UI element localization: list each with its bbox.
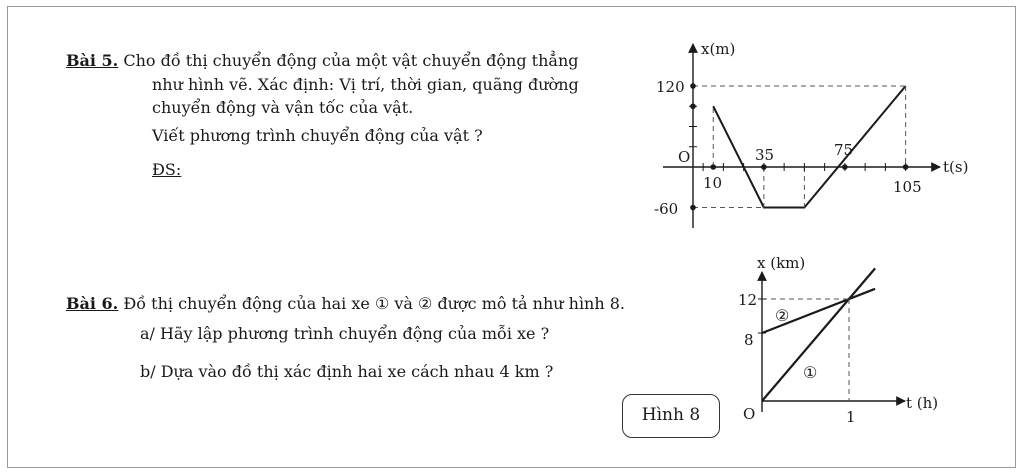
bai5-line4: Viết phương trình chuyển động của vật ? bbox=[152, 126, 483, 145]
chart1-xtick-75: 75 bbox=[834, 141, 854, 159]
bai6-part-b: b/ Dựa vào đồ thị xác định hai xe cách nhau 4 km ? bbox=[140, 362, 554, 381]
chart1-y-label: x(m) bbox=[701, 40, 736, 58]
bai6-label: Bài 6. bbox=[66, 294, 119, 313]
chart1-xtick-10: 10 bbox=[703, 174, 723, 192]
chart2-series-line-1 bbox=[762, 268, 875, 401]
bai6-text1: Đồ thị chuyển động của hai xe ① và ② được mô tả như hình 8. bbox=[123, 294, 626, 313]
bai5-line3: chuyển động và vận tốc của vật. bbox=[152, 98, 414, 117]
chart1-origin: O bbox=[678, 148, 691, 166]
chart1-xtick-105: 105 bbox=[893, 178, 922, 196]
bai5-line2: như hình vẽ. Xác định: Vị trí, thời gian, quãng đường bbox=[152, 75, 579, 94]
bai5-label: Bài 5. bbox=[66, 51, 119, 70]
chart1-xtick-35: 35 bbox=[755, 146, 775, 164]
chart1-ytick-neg60: -60 bbox=[654, 200, 679, 218]
chart2-xtick-1: 1 bbox=[846, 408, 856, 426]
chart2-origin: O bbox=[743, 405, 756, 423]
bai6-part-a: a/ Hãy lập phương trình chuyển động của mỗi xe ? bbox=[140, 324, 550, 343]
bai5-answer-label: ĐS: bbox=[152, 160, 182, 179]
chart2-series2-label: ② bbox=[775, 306, 790, 325]
figure-caption: Hình 8 bbox=[622, 394, 720, 438]
chart2-x-label: t (h) bbox=[906, 394, 939, 412]
chart2-ytick-12: 12 bbox=[738, 291, 758, 309]
chart1-ytick-120: 120 bbox=[656, 78, 685, 96]
chart1-x-label: t(s) bbox=[943, 158, 969, 176]
chart2-y-label: x (km) bbox=[757, 254, 806, 272]
chart2-series1-label: ① bbox=[803, 363, 818, 382]
chart2-ytick-8: 8 bbox=[744, 331, 754, 349]
bai5-text1: Cho đồ thị chuyển động của một vật chuyển động thẳng bbox=[123, 51, 579, 70]
